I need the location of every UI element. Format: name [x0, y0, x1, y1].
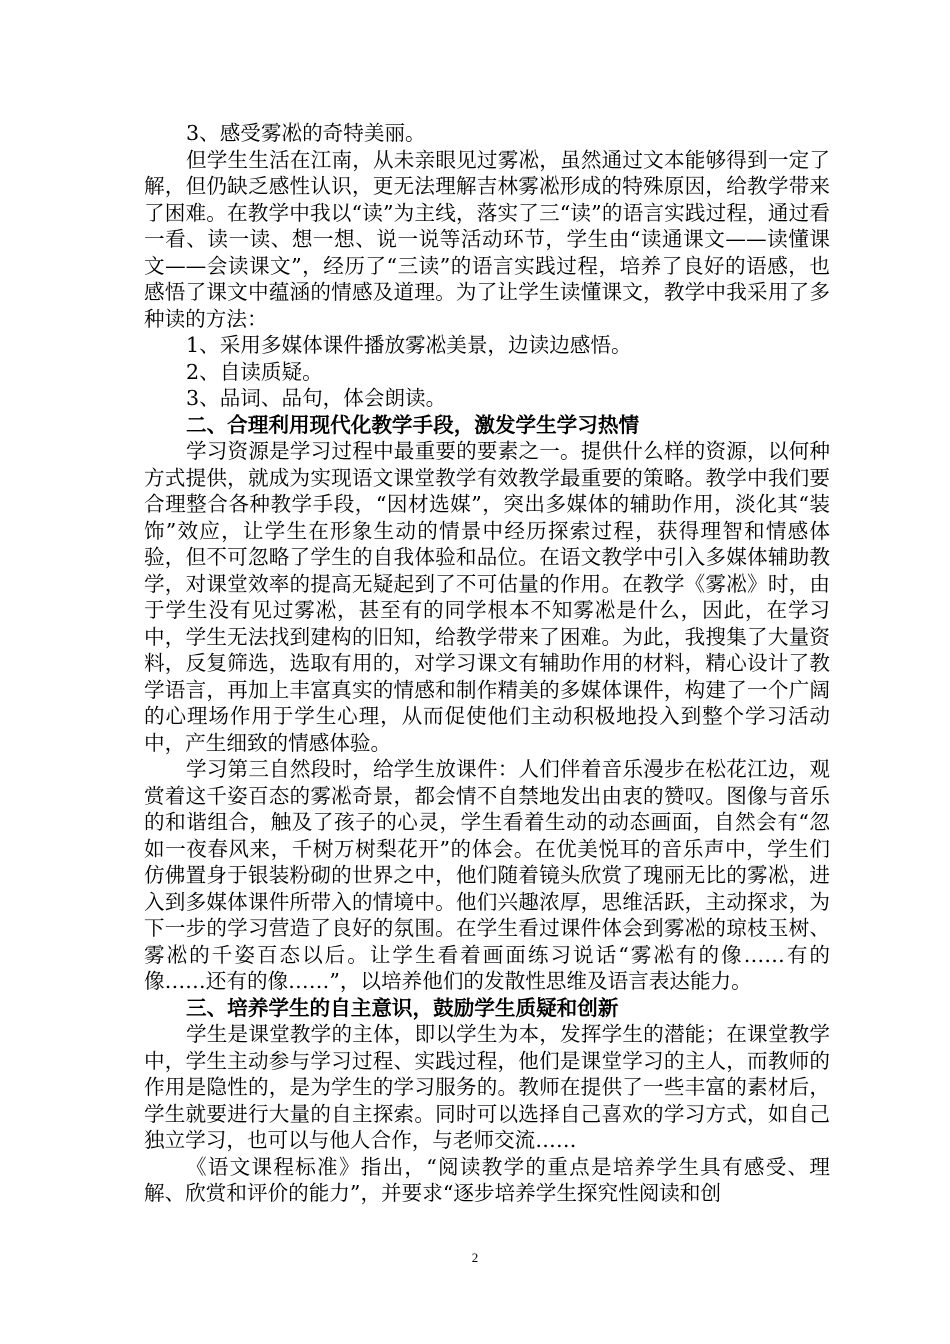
body-paragraph: 学生是课堂教学的主体，即以学生为本，发挥学生的潜能；在课堂教学中，学生主动参与学习过程、实践过程，他们是课堂学习的主人，而教师的作用是隐性的，是为学生的学习服务的。教师在提供了一些丰富的素材后，学生就要进行大量的自主探索。同时可以选择自己喜欢的学习方式，如自己独立学习，也可以与他人合作，与老师交流…… — [144, 1022, 830, 1152]
section-heading: 二、合理利用现代化教学手段，激发学生学习热情 — [186, 412, 640, 437]
list-item: 3、感受雾凇的奇特美丽。 — [186, 121, 426, 145]
page-number: 2 — [471, 1250, 479, 1265]
section-heading: 三、培养学生的自主意识，鼓励学生质疑和创新 — [186, 995, 619, 1020]
document-body — [144, 120, 830, 1207]
body-paragraph: 学习资源是学习过程中最重要的要素之一。提供什么样的资源，以何种方式提供，就成为实现语文课堂教学有效教学最重要的策略。教学中我们要合理整合各种教学手段，“因材选媒”，突出多媒体的辅助作用，淡化其“装饰”效应，让学生在形象生动的情景中经历探索过程，获得理智和情感体验，但不可忽略了学生的自我体验和品位。在语文教学中引入多媒体辅助教学，对课堂效率的提高无疑起到了不可估量的作用。在教学《雾凇》时，由于学生没有见过雾凇，甚至有的同学根本不知雾凇是什么，因此，在学习中，学生无法找到建构的旧知，给教学带来了困难。为此，我搜集了大量资料，反复筛选，选取有用的，对学习课文有辅助作用的材料，精心设计了教学语言，再加上丰富真实的情感和制作精美的多媒体课件，构建了一个广阔的心理场作用于学生心理，从而促使他们主动积极地投入到整个学习活动中，产生细致的情感体验。 — [144, 439, 830, 755]
body-paragraph: 但学生生活在江南，从未亲眼见过雾凇，虽然通过文本能够得到一定了解，但仍缺乏感性认识，更无法理解吉林雾凇形成的特殊原因，给教学带来了困难。在教学中我以“读”为主线，落实了三“读”的语言实践过程，通过看一看、读一读、想一想、说一说等活动环节，学生由“读通课文——读懂课文——会读课文”，经历了“三读”的语言实践过程，培养了良好的语感，也感悟了课文中蕴涵的情感及道理。为了让学生读懂课文，教学中我采用了多种读的方法： — [144, 147, 830, 331]
list-item: 1、采用多媒体课件播放雾凇美景，边读边感悟。 — [186, 333, 632, 357]
body-paragraph: 学习第三自然段时，给学生放课件：人们伴着音乐漫步在松花江边，观赏着这千姿百态的雾凇奇景，都会情不自禁地发出由衷的赞叹。图像与音乐的和谐组合，触及了孩子的心灵，学生看着生动的动态画面，自然会有“忽如一夜春风来，千树万树梨花开”的体会。在优美悦耳的音乐声中，学生们仿佛置身于银装粉砌的世界之中，他们随着镜头欣赏了瑰丽无比的雾凇，进入到多媒体课件所带入的情境中。他们兴趣浓厚，思维活跃，主动探求，为下一步的学习营造了良好的氛围。在学生看过课件体会到雾凇的琼枝玉树、雾凇的千姿百态以后。让学生看着画面练习说话“雾凇有的像……有的像……还有的像……”，以培养他们的发散性思维及语言表达能力。 — [144, 757, 830, 993]
body-paragraph: 《语文课程标准》指出，“阅读教学的重点是培养学生具有感受、理解、欣赏和评价的能力”，并要求“逐步培养学生探究性阅读和创 — [144, 1154, 830, 1205]
list-item: 2、自读质疑。 — [186, 359, 323, 384]
list-item: 3、品词、品句，体会朗读。 — [186, 386, 447, 410]
